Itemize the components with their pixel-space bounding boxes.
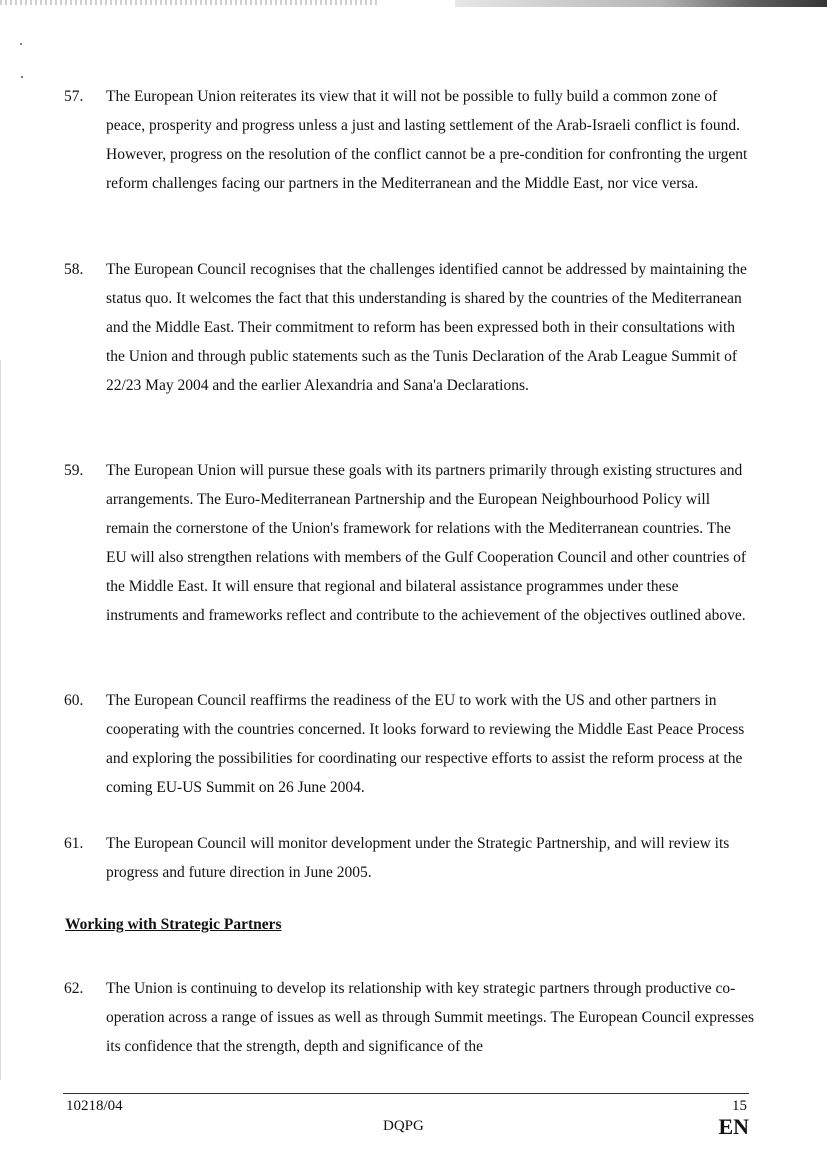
paragraph-text: The European Council will monitor development under the Strategic Partnership, and will review its progress and future direction in June 2005. [106,835,730,881]
paragraph-text: The European Union will pursue these goals with its partners primarily through existing structures and arrangements. The Euro-Mediterranean Partnership and the European Neighbourhood Policy will remain the cornerstone of the Union's framework for relations with the Mediterranean countries. The EU will also strengthen relations with members of the Gulf Cooperation Council and other countries of the Middle East. It will ensure that regional and bilateral assistance programmes under these instruments and frameworks reflect and contribute to the achievement of the objectives outlined above. [106,462,747,624]
paragraph-58 [64,255,754,400]
footer-doc-ref: 10218/04 [66,1098,123,1114]
paragraph-62 [64,974,754,1061]
paragraph-text: The Union is continuing to develop its relationship with key strategic partners through productive co-operation across a range of issues as well as through Summit meetings. The European Council expresses its confidence that the strength, depth and significance of the [106,980,754,1055]
footer-dept: DQPG [383,1118,424,1134]
scan-artifact-top-left [0,0,380,5]
paragraph-number: 58. [64,261,84,278]
paragraph-number: 59. [64,462,84,479]
footer-rule [63,1093,749,1094]
footer-language-code: EN [718,1114,749,1139]
paragraph-text: The European Union reiterates its view that it will not be possible to fully build a common zone of peace, prosperity and progress unless a just and lasting settlement of the Arab-Israeli conflict is found. However, progress on the resolution of the conflict cannot be a pre-condition for confronting the urgent reform challenges facing our partners in the Mediterranean and the Middle East, nor vice versa. [106,88,748,192]
paragraph-60 [64,686,754,802]
scan-artifact-left-edge [0,360,1,1080]
footer-page-number: 15 [732,1098,747,1114]
paragraph-61 [64,829,754,887]
paragraph-text: The European Council reaffirms the readiness of the EU to work with the US and other partners in cooperating with the countries concerned. It looks forward to reviewing the Middle East Peace Process and exploring the possibilities for coordinating our respective efforts to assist the reform process at the coming EU-US Summit on 26 June 2004. [106,692,745,796]
scan-artifact-top-right [455,0,827,7]
paragraph-number: 60. [64,692,84,709]
paragraph-number: 62. [64,980,84,997]
paragraph-number: 61. [64,835,84,852]
paragraph-number: 57. [64,88,84,105]
paragraph-57 [64,82,754,198]
paragraph-text: The European Council recognises that the challenges identified cannot be addressed by maintaining the status quo. It welcomes the fact that this understanding is shared by the countries of the Mediterranean and the Middle East. Their commitment to reform has been expressed both in their consultations with the Union and through public statements such as the Tunis Declaration of the Arab League Summit of 22/23 May 2004 and the earlier Alexandria and Sana'a Declarations. [106,261,747,394]
scan-speck [21,76,23,78]
section-heading: Working with Strategic Partners [65,916,282,933]
paragraph-59 [64,456,754,630]
scan-speck [20,43,22,45]
